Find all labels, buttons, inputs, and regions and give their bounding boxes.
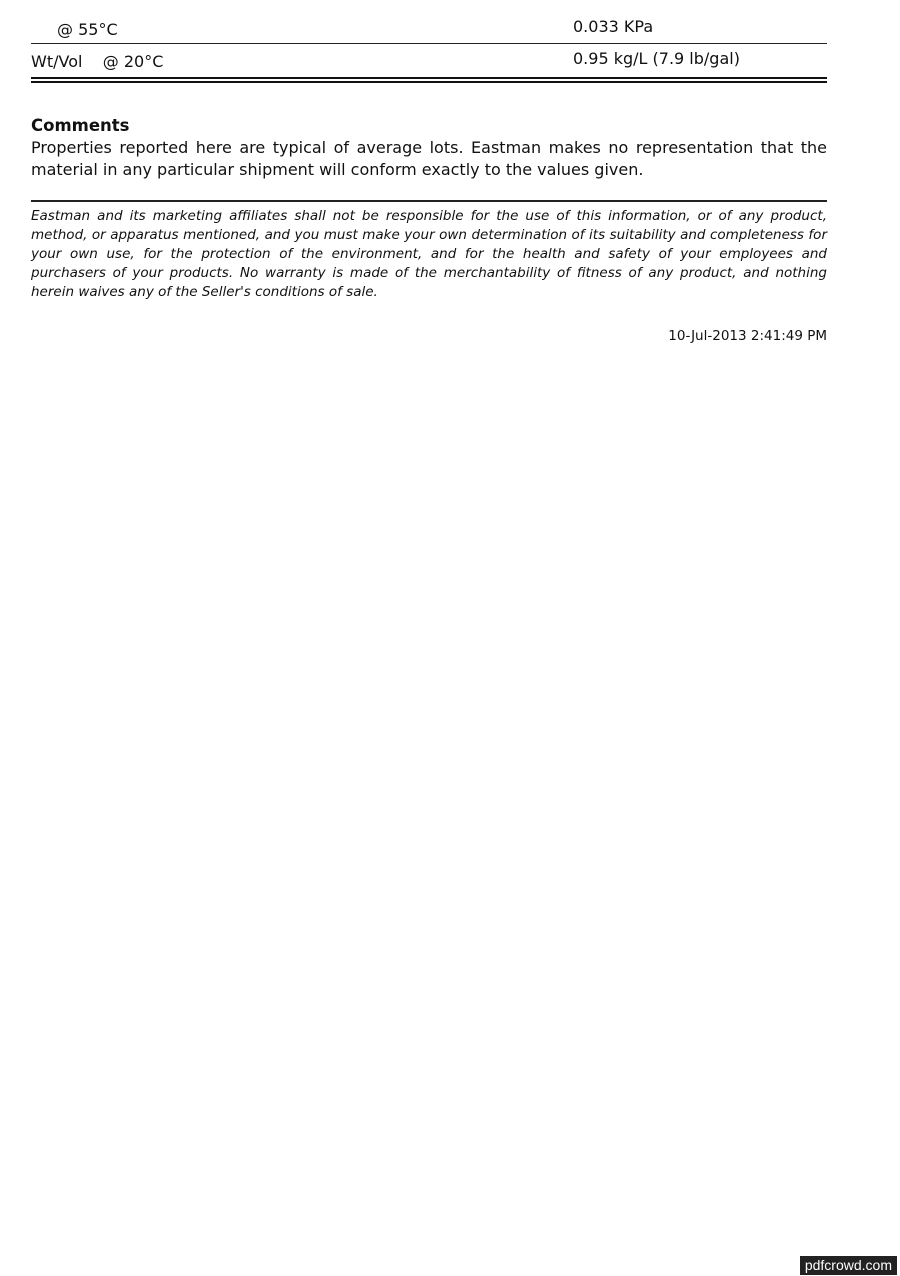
property-value: 0.033 KPa [573,17,654,36]
property-row [31,0,827,44]
property-label: @ 55°C [57,20,118,39]
comments-section [31,115,827,181]
disclaimer-rule [31,200,827,202]
comments-title: Comments [31,116,130,135]
property-value: 0.95 kg/L (7.9 lb/gal) [573,49,740,68]
property-label: Wt/Vol @ 20°C [31,52,164,71]
disclaimer-text: Eastman and its marketing affiliates shall not be responsible for the use of this information, or of any product, method, or apparatus mentioned, and you must make your own determination of its suitability and completeness for your own use, for the protection of the environment, and for the health and safety of your employees and purchasers of your products. No warranty is made of the merchantability of fitness of any product, and nothing herein waives any of the Seller's conditions of sale. [31,208,827,300]
property-row [31,44,827,77]
table-bottom-rule [31,77,827,79]
comments-body: Properties reported here are typical of average lots. Eastman makes no representation that the material in any particular shipment will conform exactly to the values given. [31,138,827,179]
table-bottom-rule-second [31,81,827,83]
print-timestamp: 10-Jul-2013 2:41:49 PM [668,328,827,344]
document-page [31,0,827,344]
pdfcrowd-watermark[interactable]: pdfcrowd.com [800,1256,897,1275]
